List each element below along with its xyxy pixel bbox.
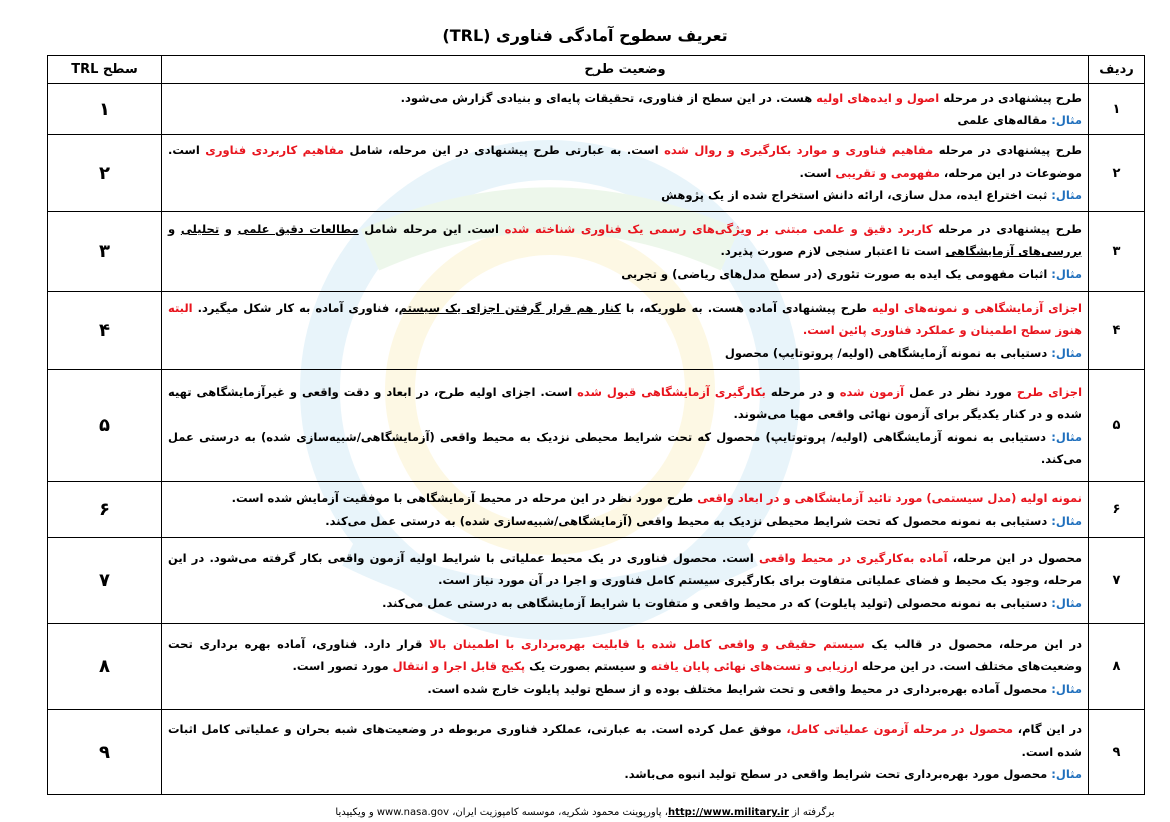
table-row [48, 135, 1145, 212]
table-row [48, 710, 1145, 795]
row-number: ۶ [1089, 482, 1145, 538]
example-text: مثال: دستیابی به نمونه آزمایشگاهی (اولیه/ پروتوتایپ) محصول که تحت شرایط محیطی نزدیک به محیط واقعی (آزمایشگاهی/شبیه‌سازی شده) به درستی عمل می‌کند. [168, 429, 1082, 466]
row-number: ۴ [1089, 292, 1145, 370]
example-text: مثال: دستیابی به نمونه محصول که تحت شرایط محیطی نزدیک به محیط واقعی (آزمایشگاهی/شبیه‌سازی شده) به درستی عمل می‌کند. [325, 513, 1082, 528]
description-text: در این گام، محصول در مرحله آزمون عملیاتی کامل، موفق عمل کرده است. به عبارتی، عملکرد فناوری مربوطه در وضعیت‌های شبه بحران و عملیاتی کامل اثبات شده است. [168, 722, 1082, 759]
description-text: طرح پیشنهادی در مرحله کاربرد دقیق و علمی مبتنی بر ویژگی‌های رسمی یک فناوری شناخته شده است. این مرحله شامل مطالعات دقیق علمی و تحلیلی و بررسی‌های آزمایشگاهی است تا اعتبار سنجی لازم صورت پذیرد. [168, 221, 1083, 259]
footer-suffix: و ویکیپدیا [335, 807, 377, 818]
row-description [162, 482, 1089, 538]
table-row [48, 212, 1145, 292]
footer-link-nasa[interactable]: www.nasa.gov [376, 807, 450, 818]
table-row [48, 84, 1145, 135]
trl-level: ۳ [48, 212, 162, 292]
trl-level: ۱ [48, 84, 162, 135]
example-text: مثال: دستیابی به نمونه آزمایشگاهی (اولیه/ پروتوتایپ) محصول [724, 345, 1082, 360]
description-text: محصول در این مرحله، آماده به‌کارگیری در محیط واقعی است. محصول فناوری در یک محیط عملیاتی با شرایط اولیه آزمون واقعی بکار گرفته می‌شود. در این مرحله، وجود یک محیط و فضای عملیاتی متفاوت برای بکارگیری سیستم کامل فناوری و اجرا در آن مورد نیاز است. [168, 550, 1082, 588]
example-text: مثال: دستیابی به نمونه محصولی (تولید پایلوت) که در محیط واقعی و متفاوت با شرایط آزمایشگاهی به درستی عمل می‌کند. [382, 595, 1082, 610]
footer-middle: ، پاورپوینت محمود شکریه، موسسه کامپوزیت ایران، [449, 807, 668, 818]
example-text: مثال: محصول مورد بهره‌برداری تحت شرایط واقعی در سطح تولید انبوه می‌باشد. [624, 767, 1082, 782]
trl-level: ۶ [48, 482, 162, 538]
row-description [162, 370, 1089, 482]
row-number: ۱ [1089, 84, 1145, 135]
row-number: ۲ [1089, 135, 1145, 212]
source-footer [0, 806, 1170, 820]
table-row [48, 624, 1145, 710]
example-text: مثال: مقاله‌های علمی [957, 113, 1082, 127]
footer-link-military[interactable]: http://www.military.ir [667, 807, 789, 818]
row-number: ۹ [1089, 710, 1145, 795]
example-text: مثال: ثبت اختراع ایده، مدل سازی، ارائه دانش استخراج شده از یک پژوهش [661, 188, 1082, 203]
trl-level: ۷ [48, 538, 162, 624]
table-header-row [48, 56, 1145, 84]
trl-level: ۲ [48, 135, 162, 212]
table-row [48, 292, 1145, 370]
trl-level: ۹ [48, 710, 162, 795]
example-text: مثال: محصول آماده بهره‌برداری در محیط واقعی و تحت شرایط مختلف بوده و از سطح تولید پایلوت خارج شده است. [427, 681, 1082, 696]
description-text: اجزای طرح مورد نظر در عمل آزمون شده و در مرحله بکارگیری آزمایشگاهی قبول شده است. اجزای اولیه طرح، در ابعاد و دقت واقعی و غیرآزمایشگاهی تهیه شده و در کنار یکدیگر برای آزمون نهائی واقعی مهیا می‌شوند. [168, 384, 1083, 421]
row-description [162, 135, 1089, 212]
trl-level: ۴ [48, 292, 162, 370]
description-text: در این مرحله، محصول در قالب یک سیستم حقیقی و واقعی کامل شده با قابلیت بهره‌برداری با اطمینان بالا قرار دارد. فناوری، آماده بهره برداری تحت وضعیت‌های مختلف است. در این مرحله ارزیابی و تست‌های نهائی پایان یافته و سیستم بصورت یک پکیج قابل اجرا و انتقال مورد تصور است. [168, 636, 1083, 674]
row-description [162, 84, 1089, 135]
description-text: طرح پیشنهادی در مرحله اصول و ایده‌های اولیه هست. در این سطح از فناوری، تحقیقات پایه‌ای و بنیادی گزارش می‌شود. [400, 90, 1082, 105]
description-text: اجزای آزمایشگاهی و نمونه‌های اولیه طرح پیشنهادی آماده هست. به طوریکه، با کنار هم قرار گرفتن اجزای یک سیستم، فناوری آماده به کار شکل میگیرد. البته هنوز سطح اطمینان و عملکرد فناوری پائین است. [168, 300, 1082, 338]
row-description [162, 624, 1089, 710]
trl-level: ۵ [48, 370, 162, 482]
row-description [162, 212, 1089, 292]
row-number: ۵ [1089, 370, 1145, 482]
row-description [162, 538, 1089, 624]
row-description [162, 292, 1089, 370]
page-title: تعریف سطوح آمادگی فناوری (TRL) [442, 26, 728, 45]
description-text: طرح پیشنهادی در مرحله مفاهیم فناوری و موارد بکارگیری و روال شده است. به عبارتی طرح پیشنهادی در این مرحله، شامل مفاهیم کاربردی فناوری است. موضوعات در این مرحله، مفهومی و تقریبی است. [168, 143, 1082, 180]
row-number: ۳ [1089, 212, 1145, 292]
row-number: ۸ [1089, 624, 1145, 710]
description-text: نمونه اولیه (مدل سیستمی) مورد تائید آزمایشگاهی و در ابعاد واقعی طرح مورد نظر در این مرحله در محیط آزمایشگاهی با موفقیت آزمایش شده است. [231, 491, 1082, 505]
table-row [48, 538, 1145, 624]
header-row-number: ردیف [1089, 56, 1145, 84]
table-row [48, 482, 1145, 538]
table-row [48, 370, 1145, 482]
trl-level: ۸ [48, 624, 162, 710]
row-number: ۷ [1089, 538, 1145, 624]
example-text: مثال: اثبات مفهومی یک ایده به صورت تئوری (در سطح مدل‌های ریاضی) و تجربی [621, 266, 1082, 281]
header-status: وضعیت طرح [162, 56, 1089, 84]
row-description [162, 710, 1089, 795]
footer-prefix: برگرفته از [788, 807, 835, 818]
header-trl-level: سطح TRL [48, 56, 162, 84]
trl-table [47, 55, 1145, 795]
